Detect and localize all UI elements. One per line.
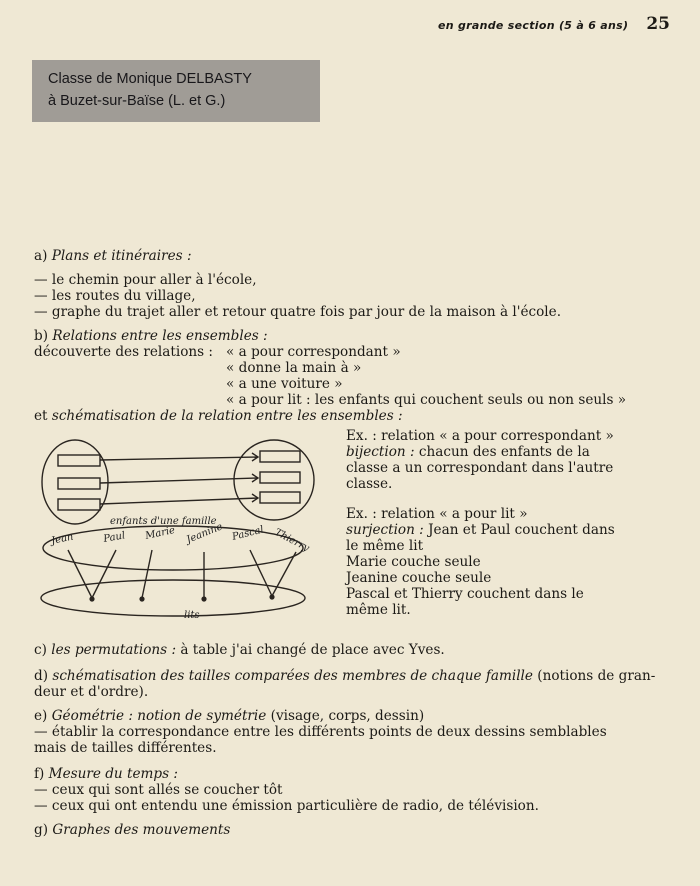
section-c-title: les permutations : — [51, 642, 177, 658]
section-e-marker: e) — [34, 708, 48, 724]
section-b-marker: b) — [34, 328, 49, 344]
surjection-arrow — [92, 550, 116, 598]
ex2-line — [346, 522, 615, 539]
relations-diagram — [38, 436, 320, 626]
section-a-marker: a) — [34, 248, 48, 264]
section-a-item: — les routes du village, — [34, 288, 196, 304]
section-e — [34, 708, 424, 725]
section-e-title: Géométrie : notion de symétrie — [51, 708, 267, 724]
element-right — [260, 492, 300, 503]
mapping-arrow — [100, 498, 258, 504]
bed-point — [201, 596, 206, 601]
ex2-line: Jeanine couche seule — [346, 570, 492, 586]
class-box — [32, 60, 320, 122]
set-right-ellipse — [234, 440, 314, 520]
section-d-marker: d) — [34, 668, 49, 684]
section-c-text: à table j'ai changé de place avec Yves. — [180, 642, 445, 658]
relation-item: « a une voiture » — [226, 376, 343, 392]
surjection-arrow — [68, 550, 92, 598]
section-a-item: — graphe du trajet aller et retour quatre fois par jour de la maison à l'école. — [34, 304, 562, 320]
bed-point — [269, 594, 274, 599]
surjection-arrow — [272, 552, 296, 596]
section-b-lead: découverte des relations : — [34, 344, 214, 360]
mapping-arrow — [100, 457, 258, 460]
section-f-item: — ceux qui sont allés se coucher tôt — [34, 782, 283, 798]
child-label: Paul — [102, 530, 127, 545]
section-a-heading — [34, 248, 192, 265]
section-g-marker: g) — [34, 822, 49, 838]
element-right — [260, 472, 300, 483]
beds-ellipse — [41, 580, 305, 616]
child-label: Jean — [50, 531, 75, 547]
ex1-term: bijection : — [346, 444, 415, 460]
ex2-term: surjection : — [346, 522, 424, 538]
section-c-marker: c) — [34, 642, 47, 658]
child-label: Thierry — [272, 526, 311, 555]
element-left — [58, 478, 100, 489]
section-c — [34, 642, 445, 659]
section-f-marker: f) — [34, 766, 45, 782]
ex1-line: classe. — [346, 476, 393, 492]
surjection-arrow — [142, 550, 152, 598]
bed-point — [89, 596, 94, 601]
section-e-text: (visage, corps, dessin) — [270, 708, 425, 724]
bed-point — [139, 596, 144, 601]
section-b-heading — [34, 328, 268, 345]
ex2-rest: Jean et Paul couchent dans — [428, 522, 615, 538]
ex2-line: Pascal et Thierry couchent dans le — [346, 586, 584, 602]
section-d — [34, 668, 655, 685]
section-g-title: Graphes des mouvements — [52, 822, 231, 838]
ex1-line: Ex. : relation « a pour correspondant » — [346, 428, 614, 444]
ex1-line: classe a un correspondant dans l'autre — [346, 460, 614, 476]
beds-label: lits — [184, 610, 200, 621]
section-d-title: schématisation des tailles comparées des membres de chaque famille — [52, 668, 533, 684]
section-f-title: Mesure du temps : — [48, 766, 178, 782]
ex2-line: même lit. — [346, 602, 411, 618]
schema-text: schématisation de la relation entre les ensembles : — [51, 408, 403, 424]
section-f-heading — [34, 766, 178, 783]
child-label: Marie — [144, 524, 177, 542]
child-label: Pascal — [231, 524, 265, 543]
running-header — [438, 14, 670, 34]
ex2-line: Ex. : relation « a pour lit » — [346, 506, 528, 522]
ex1-line — [346, 444, 590, 461]
section-e-line2: — établir la correspondance entre les différents points de deux dessins semblables — [34, 724, 607, 740]
section-title: en grande section (5 à 6 ans) — [437, 19, 629, 32]
class-teacher: Classe de Monique DELBASTY — [48, 71, 252, 87]
ex2-line: Marie couche seule — [346, 554, 481, 570]
element-right — [260, 451, 300, 462]
element-left — [58, 455, 100, 466]
set-left-ellipse — [42, 440, 108, 524]
section-e-line3: mais de tailles différentes. — [34, 740, 217, 756]
section-f-item: — ceux qui ont entendu une émission particulière de radio, de télévision. — [34, 798, 539, 814]
relations-diagram-svg — [38, 436, 320, 626]
schema-line — [34, 408, 403, 425]
relation-item: « donne la main à » — [226, 360, 362, 376]
section-a-item: — le chemin pour aller à l'école, — [34, 272, 257, 288]
ex2-line: le même lit — [346, 538, 424, 554]
section-a-title: Plans et itinéraires : — [51, 248, 192, 264]
child-label: Jeanine — [185, 521, 225, 546]
ex1-rest: chacun des enfants de la — [418, 444, 590, 460]
section-d-text: (notions de gran- — [537, 668, 656, 684]
section-b-title: Relations entre les ensembles : — [52, 328, 268, 344]
relation-item: « a pour lit : les enfants qui couchent seuls ou non seuls » — [226, 392, 627, 408]
element-left — [58, 499, 100, 510]
relation-item: « a pour correspondant » — [226, 344, 401, 360]
section-d-line2: deur et d'ordre). — [34, 684, 149, 700]
class-location: à Buzet-sur-Baïse (L. et G.) — [48, 93, 226, 109]
family-label: enfants d'une famille — [110, 516, 217, 527]
page-number: 25 — [646, 14, 670, 34]
surjection-arrow — [250, 550, 272, 596]
section-g — [34, 822, 230, 839]
schema-prefix: et — [34, 408, 48, 424]
